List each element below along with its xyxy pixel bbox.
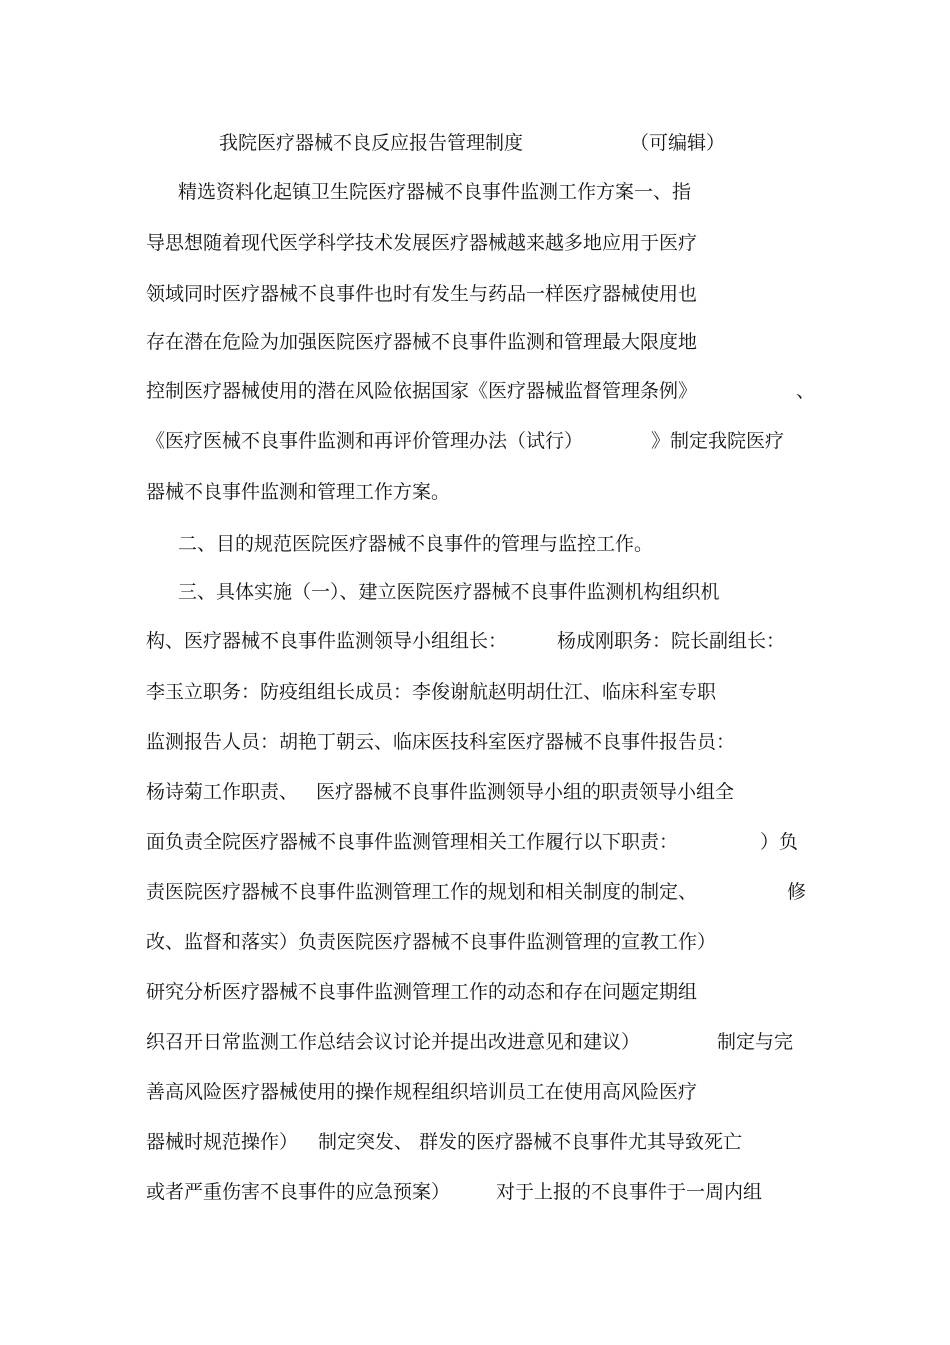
body-line-20-tail: 制定突发、 群发的医疗器械不良事件尤其导致死亡 bbox=[318, 1131, 743, 1153]
body-line-18-text: 织召开日常监测工作总结会议讨论并提出改进意见和建议） bbox=[146, 1031, 641, 1053]
body-line-16: 改、监督和落实）负责医院医疗器械不良事件监测管理的宣教工作） bbox=[146, 931, 717, 953]
body-line-1: 精选资料化起镇卫生院医疗器械不良事件监测工作方案一、指 bbox=[178, 181, 692, 203]
body-line-18-tail: 制定与完 bbox=[717, 1031, 794, 1053]
title-text: 我院医疗器械不良反应报告管理制度 bbox=[219, 132, 524, 154]
body-line-21-text: 或者严重伤害不良事件的应急预案） bbox=[146, 1181, 451, 1203]
body-line-6-tail: 》制定我院医疗 bbox=[651, 430, 785, 452]
section-3-line: 三、具体实施（一）、建立医院医疗器械不良事件监测机构组织机 bbox=[178, 581, 720, 603]
document-title bbox=[0, 128, 950, 158]
body-line-20-text: 器械时规范操作） bbox=[146, 1131, 299, 1153]
body-line-14 bbox=[146, 828, 799, 856]
body-line-7: 器械不良事件监测和管理工作方案。 bbox=[146, 481, 451, 503]
body-line-15-text: 责医院医疗器械不良事件监测管理工作的规划和相关制度的制定、 bbox=[146, 881, 698, 903]
body-line-15-tail: 修 bbox=[787, 881, 807, 903]
body-line-2: 导思想随着现代医学科学技术发展医疗器械越来越多地应用于医疗 bbox=[146, 232, 698, 254]
body-line-6 bbox=[146, 427, 785, 455]
body-line-12: 监测报告人员：胡艳丁朝云、临床医技科室医疗器械不良事件报告员： bbox=[146, 731, 736, 753]
body-line-18 bbox=[146, 1028, 794, 1056]
body-line-21 bbox=[146, 1178, 763, 1206]
body-line-4: 存在潜在危险为加强医院医疗器械不良事件监测和管理最大限度地 bbox=[146, 331, 698, 353]
body-line-5-tail: 、 bbox=[796, 380, 816, 402]
body-line-5-text: 控制医疗器械使用的潜在风险依据国家《医疗器械监督管理条例》 bbox=[146, 380, 698, 402]
body-line-13-text: 杨诗菊工作职责、 bbox=[146, 781, 299, 803]
body-line-6-text: 《医疗医械不良事件监测和再评价管理办法（试行） bbox=[146, 430, 584, 452]
body-line-3: 领域同时医疗器械不良事件也时有发生与药品一样医疗器械使用也 bbox=[146, 283, 698, 305]
body-line-20 bbox=[146, 1128, 743, 1156]
body-line-17: 研究分析医疗器械不良事件监测管理工作的动态和存在问题定期组 bbox=[146, 981, 698, 1003]
body-line-19: 善高风险医疗器械使用的操作规程组织培训员工在使用高风险医疗 bbox=[146, 1081, 698, 1103]
body-line-10-text: 构、医疗器械不良事件监测领导小组组长： bbox=[146, 630, 508, 652]
body-line-5 bbox=[146, 377, 816, 405]
body-line-13-tail: 医疗器械不良事件监测领导小组的职责领导小组全 bbox=[316, 781, 735, 803]
title-note: （可编辑） bbox=[630, 132, 726, 154]
section-2-line: 二、目的规范医院医疗器械不良事件的管理与监控工作。 bbox=[178, 533, 654, 555]
body-line-14-text: 面负责全院医疗器械不良事件监测管理相关工作履行以下职责： bbox=[146, 831, 679, 853]
body-line-13 bbox=[146, 778, 735, 806]
body-line-15 bbox=[146, 878, 807, 906]
body-line-21-tail: 对于上报的不良事件于一周内组 bbox=[496, 1181, 763, 1203]
body-line-10 bbox=[146, 627, 786, 655]
body-line-11: 李玉立职务：防疫组组长成员：李俊谢航赵明胡仕江、临床科室专职 bbox=[146, 681, 717, 703]
body-line-10-tail: 杨成刚职务：院长副组长： bbox=[557, 630, 786, 652]
body-line-14-tail: ）负 bbox=[760, 831, 799, 853]
